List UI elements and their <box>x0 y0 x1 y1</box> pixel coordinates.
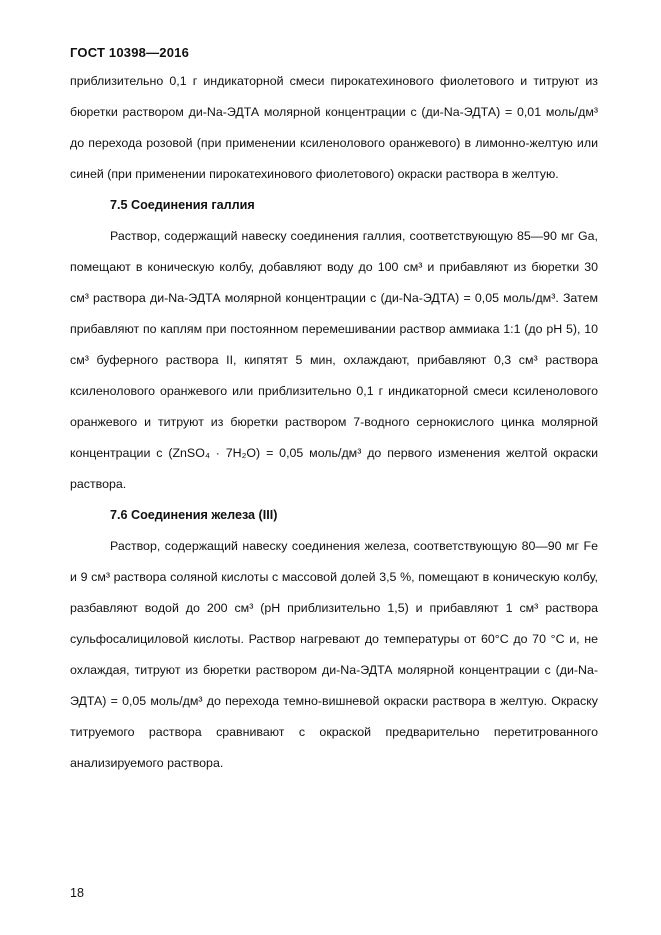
section-heading-7-6: 7.6 Соединения железа (III) <box>110 508 278 522</box>
document-body <box>70 66 598 779</box>
paragraph-continuation: приблизительно 0,1 г индикаторной смеси пирокатехинового фиолетового и титруют из бюретки раствором ди-Na-ЭДТА молярной концентрации c (ди-Na-ЭДТА) = 0,01 моль/дм³ до перехода розовой (при применении ксиленолового оранжевого) в лимонно-желтую или синей (при применении пирокатехинового фиолетового) окраски раствора в желтую. <box>70 74 598 181</box>
document-header: ГОСТ 10398—2016 <box>70 45 189 60</box>
section-heading-7-5: 7.5 Соединения галлия <box>110 198 255 212</box>
paragraph-iron: Раствор, содержащий навеску соединения железа, соответствующую 80—90 мг Fe и 9 см³ раствора соляной кислоты с массовой долей 3,5 %, помещают в коническую колбу, разбавляют водой до 200 см³ (рН приблизительно 1,5) и прибавляют 1 см³ раствора сульфосалициловой кислоты. Раствор нагревают до температуры от 60°С до 70 °С и, не охлаждая, титруют из бюретки раствором ди-Na-ЭДТА молярной концентрации c (ди-Na-ЭДТА) = 0,05 моль/дм³ до перехода темно-вишневой окраски раствора в желтую. Окраску титруемого раствора сравнивают с окраской предварительно перетитрованного анализируемого раствора. <box>70 539 598 770</box>
page-number: 18 <box>70 886 85 900</box>
paragraph-gallium: Раствор, содержащий навеску соединения галлия, соответствующую 85—90 мг Ga, помещают в коническую колбу, добавляют воду до 100 см³ и прибавляют из бюретки 30 см³ раствора ди-Na-ЭДТА молярной концентрации c (ди-Na-ЭДТА) = 0,05 моль/дм³. Затем прибавляют по каплям при постоянном перемешивании раствор аммиака 1:1 (до рН 5), 10 см³ буферного раствора II, кипятят 5 мин, охлаждают, прибавляют 0,3 см³ раствора ксиленолового оранжевого или приблизительно 0,1 г индикаторной смеси ксиленолового оранжевого и титруют из бюретки раствором 7-водного сернокислого цинка молярной концентрации c (ZnSO₄ · 7H₂O) = 0,05 моль/дм³ до первого изменения желтой окраски раствора. <box>70 229 598 491</box>
